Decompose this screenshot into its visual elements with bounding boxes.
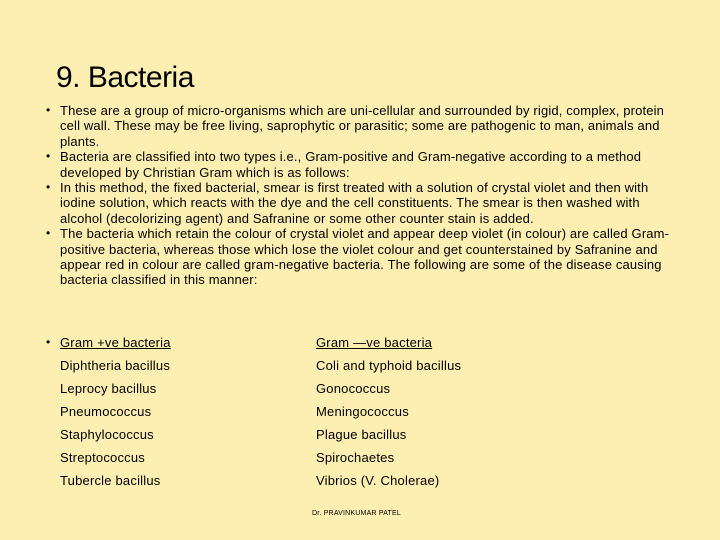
bullet-item: • Bacteria are classified into two types i.e., Gram-positive and Gram-negative according to a method developed by Christian Gram which is as follows: (46, 149, 682, 180)
gram-negative-cell: Gonococcus (316, 381, 391, 396)
table-row (60, 380, 520, 403)
gram-positive-cell: Pneumococcus (60, 404, 152, 419)
gram-negative-cell: Plague bacillus (316, 427, 407, 442)
gram-negative-header: Gram —ve bacteria (316, 335, 433, 350)
gram-positive-cell: Tubercle bacillus (60, 473, 161, 488)
gram-positive-header: Gram +ve bacteria (60, 335, 171, 350)
bullet-item: • These are a group of micro-organisms which are uni-cellular and surrounded by rigid, complex, protein cell wall. These may be free living, saprophytic or parasitic; some are pathogenic to man, animals and plants. (46, 103, 682, 149)
gram-negative-cell: Vibrios (V. Cholerae) (316, 473, 440, 488)
bullet-item: • The bacteria which retain the colour of crystal violet and appear deep violet (in colour) are called Gram-positive bacteria, whereas those which lose the violet colour and get counterstained by Safranine and appear red in colour are called gram-negative bacteria. The following are some of the disease causing bacteria classified in this manner: (46, 226, 682, 288)
gram-negative-cell: Meningococcus (316, 404, 409, 419)
author-credit: Dr. PRAVINKUMAR PATEL (312, 510, 401, 517)
table-row (60, 403, 520, 426)
gram-negative-cell: Coli and typhoid bacillus (316, 358, 462, 373)
gram-positive-cell: Diphtheria bacillus (60, 358, 171, 373)
table-row (60, 449, 520, 472)
table-header-row (46, 334, 520, 357)
gram-positive-cell: Streptococcus (60, 450, 145, 465)
gram-positive-cell: Staphylococcus (60, 427, 154, 442)
slide-title: 9. Bacteria (56, 61, 194, 94)
table-row (60, 357, 520, 380)
bullet-marker: • (46, 335, 51, 349)
bullet-list (46, 103, 682, 288)
table-row (60, 472, 520, 495)
gram-positive-cell: Leprocy bacillus (60, 381, 157, 396)
gram-negative-cell: Spirochaetes (316, 450, 395, 465)
bullet-item: • In this method, the fixed bacterial, smear is first treated with a solution of crystal violet and then with iodine solution, which reacts with the dye and the cell constituents. The smear is then washed with alcohol (decolorizing agent) and Safranine or some other counter stain is added. (46, 180, 682, 226)
table-row (60, 426, 520, 449)
bacteria-types-table (46, 334, 520, 495)
